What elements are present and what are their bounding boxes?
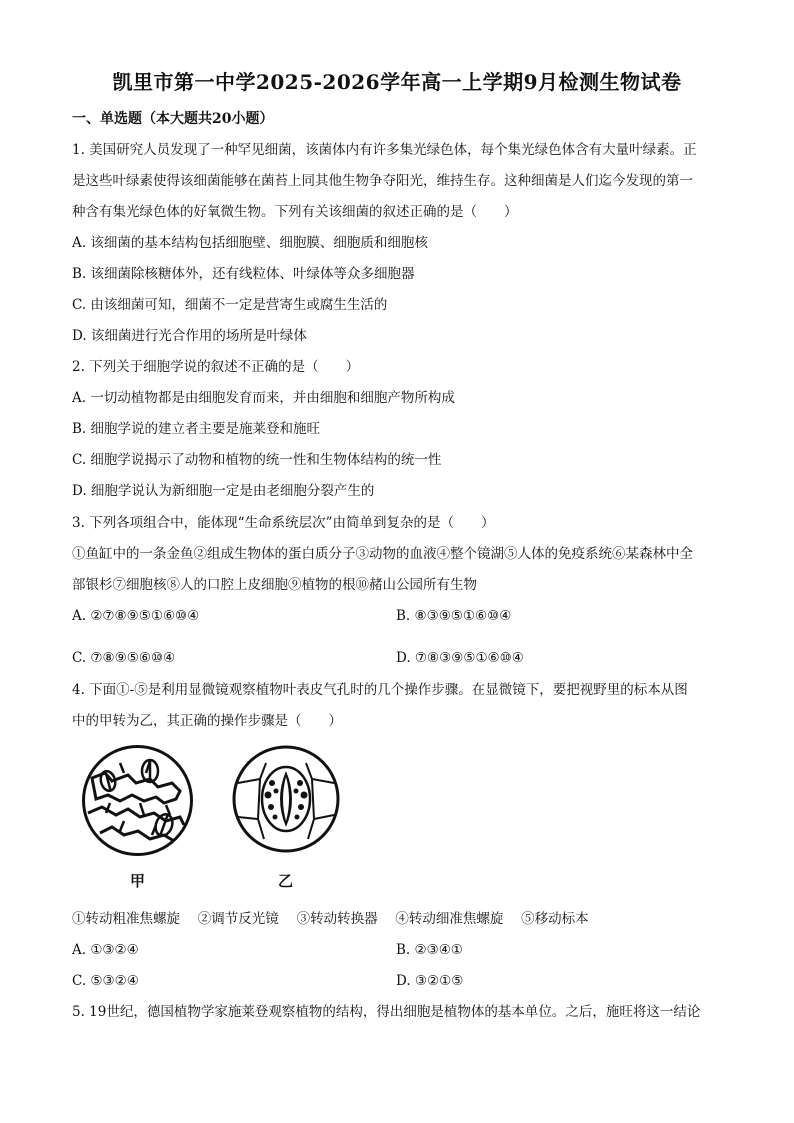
q2-option-c: C. 细胞学说揭示了动物和植物的统一性和生物体结构的统一性 [72, 452, 442, 468]
q3-items-line1: ①鱼缸中的一条金鱼②组成生物体的蛋白质分子③动物的血液④整个镜湖⑤人体的免疫系统⑥某森林中全 [72, 546, 693, 562]
q1-option-a: A. 该细菌的基本结构包括细胞壁、细胞膜、细胞质和细胞核 [72, 235, 428, 251]
q2-option-d: D. 细胞学说认为新细胞一定是由老细胞分裂产生的 [72, 483, 375, 499]
q5-stem-line1: 5. 19世纪，德国植物学家施莱登观察植物的结构，得出细胞是植物体的基本单位。之后，施旺将这一结论 [72, 1004, 701, 1020]
q4-stem-line2: 中的甲转为乙，其正确的操作步骤是（ ） [72, 713, 342, 729]
q4-stem-line1: 4. 下面①-⑤是利用显微镜观察植物叶表皮气孔时的几个操作步骤。在显微镜下，要把视野里的标本从图 [72, 682, 688, 698]
q4-steps: ①转动粗准焦螺旋 ②调节反光镜 ③转动转换器 ④转动细准焦螺旋 ⑤移动标本 [72, 911, 589, 927]
q3-option-c: C. ⑦⑧⑨⑤⑥⑩④ [72, 650, 176, 666]
q1-option-c: C. 由该细菌可知，细菌不一定是营寄生或腐生生活的 [72, 297, 388, 313]
microscope-field-a [80, 743, 195, 858]
figure-label-a: 甲 [130, 872, 146, 890]
q1-option-d: D. 该细菌进行光合作用的场所是叶绿体 [72, 328, 307, 344]
q4-option-b: B. ②③④① [396, 942, 463, 958]
q3-items-line2: 部银杉⑦细胞核⑧人的口腔上皮细胞⑨植物的根⑩赭山公园所有生物 [72, 577, 477, 593]
q1-option-b: B. 该细菌除核糖体外，还有线粒体、叶绿体等众多细胞器 [72, 266, 415, 282]
q2-stem: 2. 下列关于细胞学说的叙述不正确的是（ ） [72, 359, 360, 375]
q1-stem-line1: 1. 美国研究人员发现了一种罕见细菌，该菌体内有许多集光绿色体，每个集光绿色体含有大量叶绿素。正 [72, 142, 697, 158]
q3-option-d: D. ⑦⑧③⑨⑤①⑥⑩④ [396, 650, 524, 666]
q2-option-a: A. 一切动植物都是由细胞发育而来，并由细胞和细胞产物所构成 [72, 390, 455, 406]
q4-option-c: C. ⑤③②④ [72, 973, 139, 989]
q4-option-a: A. ①③②④ [72, 942, 139, 958]
q1-stem-line2: 是这些叶绿素使得该细菌能够在菌苔上同其他生物争夺阳光，维持生存。这种细菌是人们迄今发现的第一 [72, 173, 693, 189]
q3-option-a: A. ②⑦⑧⑨⑤①⑥⑩④ [72, 608, 200, 624]
exam-title: 凯里市第一中学2025-2026学年高一上学期9月检测生物试卷 [112, 70, 682, 94]
section-heading: 一、单选题（本大题共20小题） [72, 111, 274, 127]
q1-stem-line3: 种含有集光绿色体的好氧微生物。下列有关该细菌的叙述正确的是（ ） [72, 204, 518, 220]
microscope-field-b [230, 743, 342, 855]
q3-option-b: B. ⑧③⑨⑤①⑥⑩④ [396, 608, 512, 624]
q3-stem: 3. 下列各项组合中，能体现“生命系统层次”由简单到复杂的是（ ） [72, 515, 495, 531]
q4-option-d: D. ③②①⑤ [396, 973, 464, 989]
figure-label-b: 乙 [278, 872, 294, 890]
q2-option-b: B. 细胞学说的建立者主要是施莱登和施旺 [72, 421, 321, 437]
